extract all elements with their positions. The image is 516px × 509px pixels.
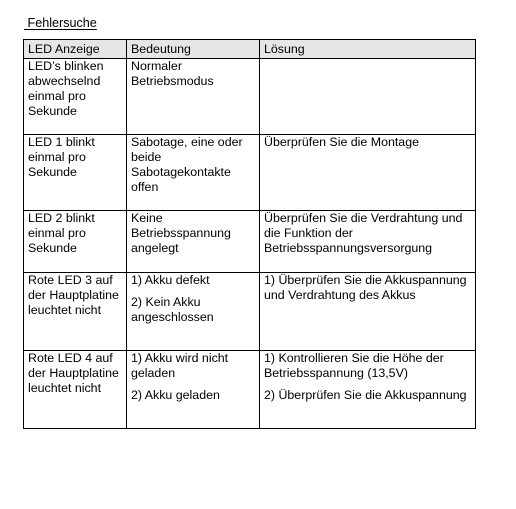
meaning-cell [127, 351, 260, 429]
header-meaning: Bedeutung [127, 40, 260, 59]
solution-cell [260, 135, 476, 211]
solution-text: 1) Kontrollieren Sie die Höhe der Betriebsspannung (13,5V) [264, 351, 444, 380]
table-row [24, 59, 476, 135]
indicator-cell: LED’s blinken abwechselnd einmal pro Sekunde [24, 59, 127, 135]
table-row [24, 211, 476, 273]
solution-cell [260, 273, 476, 351]
solution-cell [260, 211, 476, 273]
meaning-cell [127, 273, 260, 351]
meaning-cell [127, 59, 260, 135]
header-led-indicator: LED Anzeige [24, 40, 127, 59]
solution-cell [260, 351, 476, 429]
table-header-row [24, 40, 476, 59]
indicator-cell: LED 1 blinkt einmal pro Sekunde [24, 135, 127, 211]
table-row [24, 135, 476, 211]
meaning-text: 1) Akku defekt [131, 273, 210, 287]
solution-text: 1) Überprüfen Sie die Akkuspannung und Verdrahtung des Akkus [264, 273, 467, 302]
solution-text: Überprüfen Sie die Montage [264, 135, 419, 149]
solution-cell [260, 59, 476, 135]
meaning-cell [127, 135, 260, 211]
meaning-text: 2) Kein Akku angeschlossen [131, 295, 214, 324]
meaning-text: 1) Akku wird nicht geladen [131, 351, 229, 380]
solution-text: 2) Überprüfen Sie die Akkuspannung [264, 388, 467, 402]
indicator-cell: Rote LED 4 auf der Hauptplatine leuchtet nicht [24, 351, 127, 429]
indicator-cell: LED 2 blinkt einmal pro Sekunde [24, 211, 127, 273]
solution-text: Überprüfen Sie die Verdrahtung und die Funktion der Betriebsspannungsversorgung [264, 211, 463, 255]
meaning-text: Keine Betriebsspannung angelegt [131, 211, 231, 255]
meaning-text: Normaler Betriebsmodus [131, 59, 214, 88]
section-heading: Fehlersuche [24, 16, 97, 30]
indicator-cell: Rote LED 3 auf der Hauptplatine leuchtet nicht [24, 273, 127, 351]
header-solution: Lösung [260, 40, 476, 59]
troubleshooting-table [23, 39, 476, 429]
meaning-text: 2) Akku geladen [131, 388, 220, 402]
table-row [24, 351, 476, 429]
table-row [24, 273, 476, 351]
meaning-text: Sabotage, eine oder beide Sabotagekontakte offen [131, 135, 243, 194]
meaning-cell [127, 211, 260, 273]
